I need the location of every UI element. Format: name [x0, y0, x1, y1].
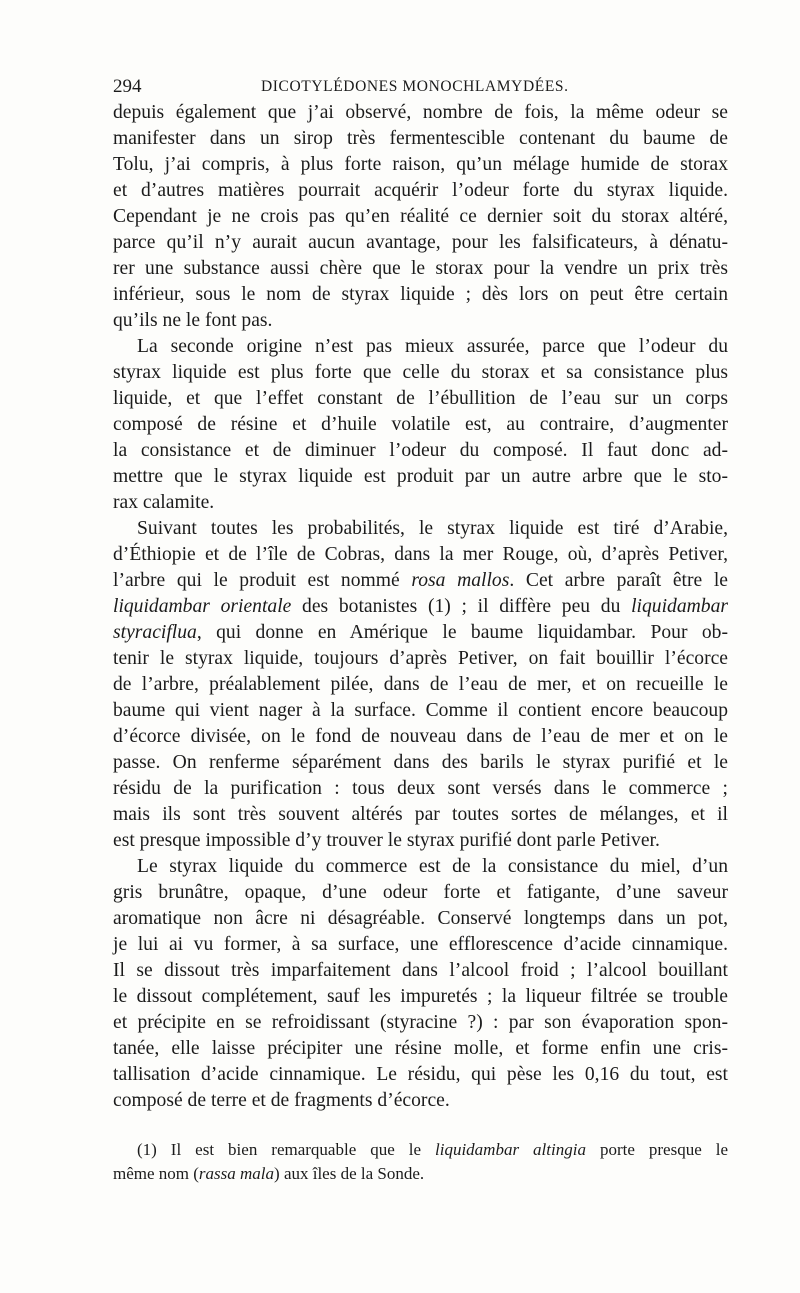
text-line: Tolu, j’ai compris, à plus forte raison, qu’un mélage humide de storax — [113, 154, 728, 175]
text-line: Il se dissout très imparfaitement dans l’alcool froid ; l’alcool bouillant — [113, 960, 728, 981]
text-line: mettre que le styrax liquide est produit par un autre arbre que le sto- — [113, 466, 728, 487]
text-segment: l’arbre qui le produit est nommé — [113, 570, 412, 591]
text-line: baume qui vient nager à la surface. Comme il contient encore beaucoup — [113, 700, 728, 721]
text-line: d’écorce divisée, on le fond de nouveau dans de l’eau de mer et on le — [113, 726, 728, 747]
text-line: Le styrax liquide du commerce est de la consistance du miel, d’un — [137, 856, 728, 877]
paragraph-3 — [113, 516, 728, 854]
text-line: tallisation d’acide cinnamique. Le résidu, qui pèse les 0,16 du tout, est — [113, 1064, 728, 1085]
text-segment: (1) Il est bien remarquable que le — [137, 1140, 436, 1159]
text-line: manifester dans un sirop très fermentescible contenant du baume de — [113, 128, 728, 149]
text-line: depuis également que j’ai observé, nombre de fois, la même odeur se — [113, 102, 728, 123]
text-line: Cependant je ne crois pas qu’en réalité ce dernier soit du storax altéré, — [113, 206, 728, 227]
footnote-line — [113, 1138, 728, 1162]
text-line: composé de résine et d’huile volatile est, au contraire, d’augmenter — [113, 414, 728, 435]
italic-term: liquidambar — [631, 596, 728, 617]
italic-term: liquidambar altingia — [435, 1140, 586, 1159]
text-line: rax calamite. — [113, 492, 215, 513]
text-line: parce qu’il n’y aurait aucun avantage, pour les falsificateurs, à dénatu- — [113, 232, 728, 253]
text-line: mais ils sont très souvent altérés par toutes sortes de mélanges, et il — [113, 804, 728, 825]
text-segment: . Cet arbre paraît être le — [509, 570, 728, 591]
text-line: gris brunâtre, opaque, d’une odeur forte et fatigante, d’une saveur — [113, 882, 728, 903]
text-line: liquide, et que l’effet constant de l’ébullition de l’eau sur un corps — [113, 388, 728, 409]
running-head: DICOTYLÉDONES MONOCHLAMYDÉES. — [261, 78, 569, 95]
body-text — [113, 100, 728, 1186]
text-line — [113, 620, 728, 646]
text-line: est presque impossible d’y trouver le styrax purifié dont parle Petiver. — [113, 830, 660, 851]
text-line: composé de terre et de fragments d’écorce. — [113, 1090, 450, 1111]
text-line: qu’ils ne le font pas. — [113, 310, 273, 331]
text-line: La seconde origine n’est pas mieux assurée, parce que l’odeur du — [137, 336, 728, 357]
text-segment: porte presque le — [585, 1140, 728, 1159]
paragraph-4 — [113, 854, 728, 1114]
text-line: inférieur, sous le nom de styrax liquide ; dès lors on peut être certain — [113, 284, 728, 305]
text-line: rer une substance aussi chère que le storax pour la vendre un prix très — [113, 258, 728, 279]
text-line: tanée, elle laisse précipiter une résine molle, et forme enfin une cris- — [113, 1038, 728, 1059]
text-line: d’Éthiopie et de l’île de Cobras, dans la mer Rouge, où, d’après Petiver, — [113, 544, 728, 565]
text-segment: ) aux îles de la Sonde. — [274, 1164, 425, 1183]
text-line — [113, 594, 728, 620]
text-line: et précipite en se refroidissant (styracine ?) : par son évaporation spon- — [113, 1012, 728, 1033]
text-line: passe. On renferme séparément dans des barils le styrax purifié et le — [113, 752, 728, 773]
italic-term: rosa mallos — [411, 570, 510, 591]
text-line — [113, 568, 728, 594]
text-line: de l’arbre, préalablement pilée, dans de l’eau de mer, et on recueille le — [113, 674, 728, 695]
text-line: styrax liquide est plus forte que celle du storax et sa consistance plus — [113, 362, 728, 383]
text-line: le dissout complétement, sauf les impuretés ; la liqueur filtrée se trouble — [113, 986, 728, 1007]
text-segment: , qui donne en Amérique le baume liquidambar. Pour ob- — [196, 622, 728, 643]
italic-term: styraciflua — [113, 622, 197, 643]
text-line: résidu de la purification : tous deux sont versés dans le commerce ; — [113, 778, 728, 799]
text-line: Suivant toutes les probabilités, le styrax liquide est tiré d’Arabie, — [137, 518, 728, 539]
page-number: 294 — [113, 76, 142, 97]
text-line: aromatique non âcre ni désagréable. Conservé longtemps dans un pot, — [113, 908, 728, 929]
text-line: tenir le styrax liquide, toujours d’après Petiver, on fait bouillir l’écorce — [113, 648, 728, 669]
text-line: et d’autres matières pourrait acquérir l’odeur forte du styrax liquide. — [113, 180, 728, 201]
text-line: la consistance et de diminuer l’odeur du composé. Il faut donc ad- — [113, 440, 728, 461]
footnote — [113, 1138, 728, 1186]
italic-term: rassa mala — [198, 1164, 275, 1183]
paragraph-2 — [113, 334, 728, 516]
italic-term: liquidambar orientale — [113, 596, 292, 617]
book-page — [113, 70, 728, 1186]
footnote-line — [113, 1162, 728, 1186]
paragraph-1 — [113, 100, 728, 334]
text-segment: des botanistes (1) ; il diffère peu du — [291, 596, 632, 617]
text-segment: même nom ( — [113, 1164, 199, 1183]
text-line: je lui ai vu former, à sa surface, une efflorescence d’acide cinnamique. — [113, 934, 728, 955]
page-header — [113, 70, 728, 100]
